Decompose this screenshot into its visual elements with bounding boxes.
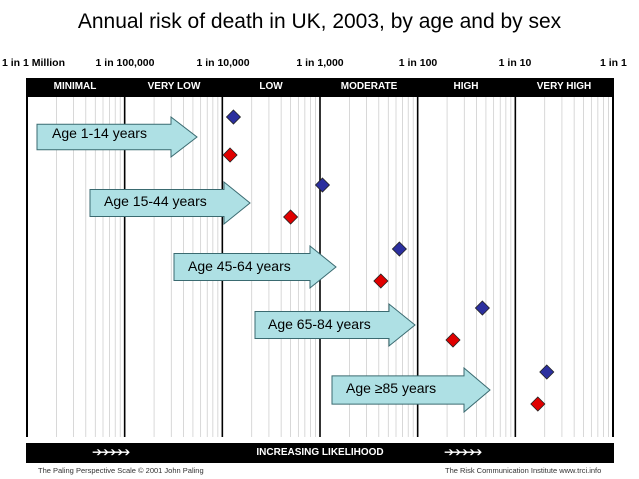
marker-series0-group0 — [226, 110, 240, 124]
band-low: LOW — [259, 81, 283, 92]
tick-label-1: 1 in 1 — [600, 57, 627, 69]
chart-title: Annual risk of death in UK, 2003, by age and by sex — [77, 10, 562, 33]
marker-series0-group3 — [475, 301, 489, 315]
marker-series0-group2 — [392, 242, 406, 256]
group-label-65-84: Age 65-84 years — [268, 316, 371, 332]
band-moderate: MODERATE — [340, 81, 398, 92]
marker-series1-group4 — [531, 397, 545, 411]
arrow-glyphs-left: ➔➔➔➔➔ — [92, 445, 128, 459]
marker-series1-group2 — [374, 274, 388, 288]
footer-credit: The Paling Perspective Scale © 2001 John Paling — [38, 466, 204, 475]
marker-series1-group1 — [284, 210, 298, 224]
marker-series0-group1 — [315, 178, 329, 192]
group-label-15-44: Age 15-44 years — [104, 193, 207, 209]
footer-institute: The Risk Communication Institute www.trci.info — [445, 466, 602, 475]
tick-label-1-million: 1 in 1 Million — [2, 57, 66, 69]
tick-label-100: 1 in 100 — [398, 57, 438, 69]
group-label-45-64: Age 45-64 years — [188, 258, 291, 274]
tick-label-100000: 1 in 100,000 — [95, 57, 155, 69]
tick-label-10: 1 in 10 — [498, 57, 532, 69]
band-very-high: VERY HIGH — [536, 81, 592, 92]
tick-label-10000: 1 in 10,000 — [196, 57, 250, 69]
group-label-1-14: Age 1-14 years — [52, 125, 147, 141]
marker-series1-group3 — [446, 333, 460, 347]
marker-series0-group4 — [540, 365, 554, 379]
arrow-glyphs-right: ➔➔➔➔➔ — [444, 445, 480, 459]
band-high: HIGH — [453, 81, 479, 92]
marker-series1-group0 — [223, 148, 237, 162]
likelihood-label: INCREASING LIKELIHOOD — [256, 447, 384, 458]
band-very-low: VERY LOW — [147, 81, 201, 92]
group-label-85-plus: Age ≥85 years — [346, 380, 437, 396]
band-minimal: MINIMAL — [53, 81, 97, 92]
tick-label-1000: 1 in 1,000 — [296, 57, 344, 69]
